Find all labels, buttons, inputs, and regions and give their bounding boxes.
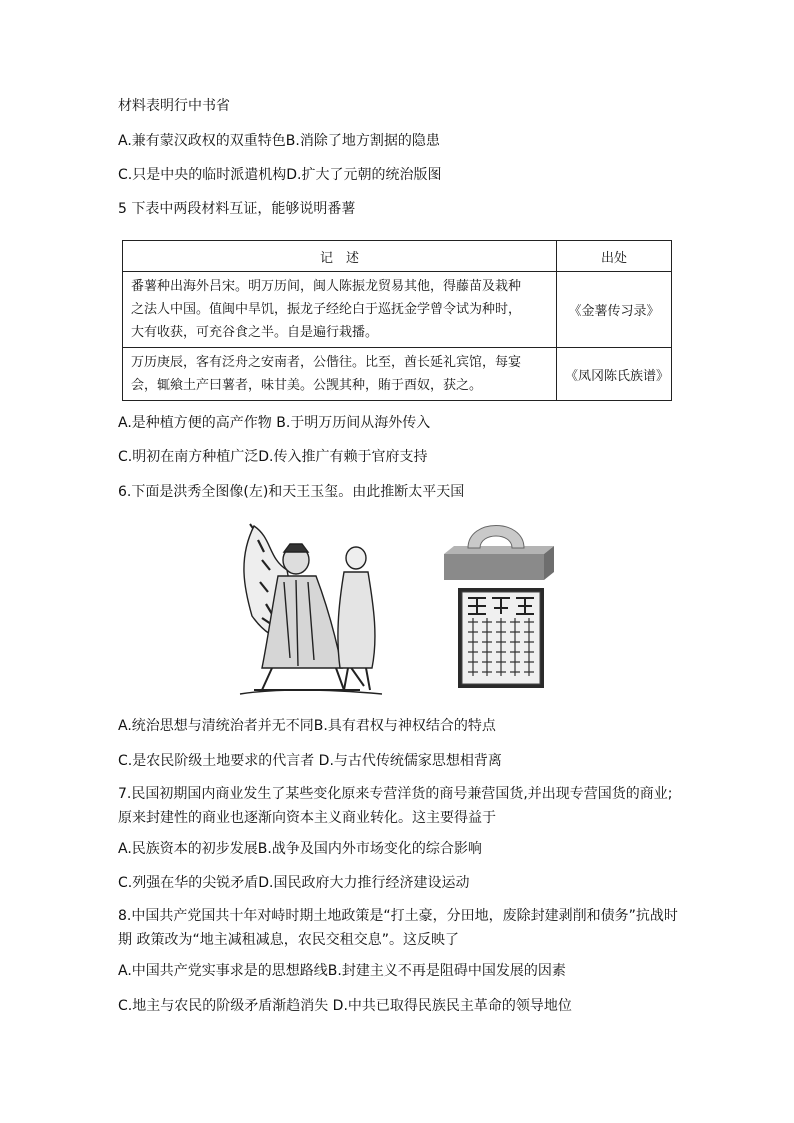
q4-stem: 材料表明行中书省: [118, 98, 230, 114]
q4-options-ab: A.兼有蒙汉政权的双重特色B.消除了地方割据的隐患: [118, 133, 440, 149]
record-source: 《金薯传习录》: [557, 272, 672, 348]
q7-options-ab: A.民族资本的初步发展B.战争及国内外市场变化的综合影响: [118, 841, 482, 857]
q6-figures: [232, 518, 562, 696]
seal-text: 玉玺: [501, 610, 503, 611]
q5-options-cd: C.明初在南方种植广泛D.传入推广有赖于官府支持: [118, 449, 428, 465]
seal-imprint: [458, 588, 544, 688]
q6-options-cd: C.是农民阶级土地要求的代言者 D.与古代传统儒家思想相背离: [118, 753, 502, 769]
q5-options-ab: A.是种植方便的高产作物 B.于明万历间从海外传入: [118, 415, 431, 431]
table-row: [123, 348, 672, 401]
q6-stem: 6.下面是洪秀全图像(左)和天王玉玺。由此推断太平天国: [118, 484, 465, 500]
q4-options-cd: C.只是中央的临时派遣机构D.扩大了元朝的统治版图: [118, 167, 442, 183]
q5-records-table: [122, 240, 672, 401]
q8-options-ab: A.中国共产党实事求是的思想路线B.封建主义不再是阻碍中国发展的因素: [118, 963, 566, 979]
hong-xiuquan-portrait: [240, 524, 382, 694]
q5-stem: 5 下表中两段材料互证，能够说明番薯: [118, 201, 356, 217]
header-source: 出处: [557, 241, 672, 272]
q8-stem: 8.中国共产党国共十年对峙时期土地政策是“打土豪，分田地，废除封建剥削和债务”抗战时期 政策改为“地主减租减息，农民交租交息”。这反映了: [118, 908, 678, 948]
seal-knob-photo: [444, 526, 554, 581]
q6-options-ab: A.统治思想与清统治者并无不同B.具有君权与神权结合的特点: [118, 718, 496, 734]
header-record: 记 述: [123, 241, 557, 272]
q8-options-cd: C.地主与农民的阶级矛盾渐趋消失 D.中共已取得民族民主革命的领导地位: [118, 998, 572, 1014]
record-text: 番薯种出海外吕宋。明万历间，闽人陈振龙贸易其他，得藤苗及栽种 之法人中国。值闽中旱饥，振龙子经纶白于巡抚金学曾令试为种时， 大有收获，可充谷食之半。自是遍行栽播。: [123, 272, 557, 348]
record-source: 《凤冈陈氏族谱》: [557, 348, 672, 401]
record-text: 万历庚辰，客有泛舟之安南者，公偕往。比至，酋长延礼宾馆，每宴 会，辄飨土产曰薯者，味甘美。公觊其种，賄于酉奴，获之。: [123, 348, 557, 401]
q7-stem: 7.民国初期国内商业发生了某些变化原来专营洋货的商号兼营国货,并出现专营国货的商业; 原来封建性的商业也逐渐向资本主义商业转化。这主要得益于: [118, 786, 673, 826]
table-header-row: [123, 241, 672, 272]
table-row: [123, 272, 672, 348]
q7-options-cd: C.列强在华的尖锐矛盾D.国民政府大力推行经济建设运动: [118, 875, 470, 891]
